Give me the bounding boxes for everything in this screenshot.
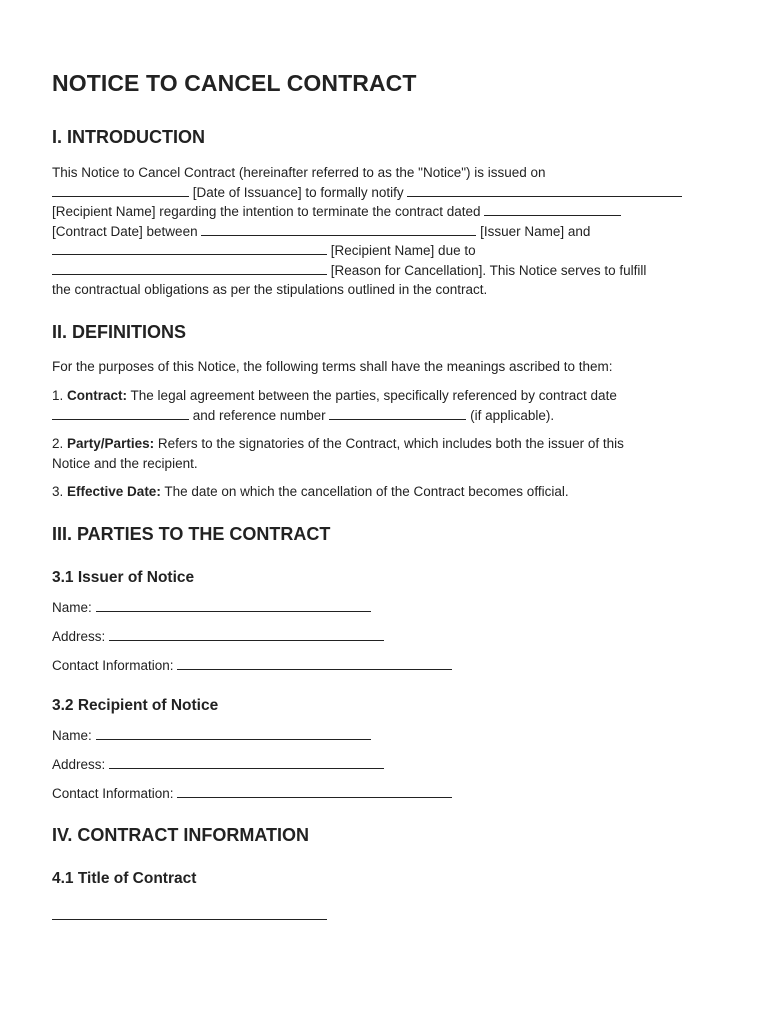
definition-contract-line-1 — [52, 386, 722, 406]
intro-line-7 — [52, 280, 722, 300]
definition-parties-line-1 — [52, 434, 722, 454]
definition-text: The legal agreement between the parties, specifically referenced by contract date — [130, 388, 617, 403]
intro-text-4: [Contract Date] between — [52, 223, 198, 239]
document-title: NOTICE TO CANCEL CONTRACT — [52, 70, 417, 96]
definition-term: Effective Date: — [67, 484, 161, 499]
definition-text: Notice and the recipient. — [52, 455, 198, 471]
issuer-name-row — [52, 598, 722, 617]
definition-text: (if applicable). — [470, 407, 555, 423]
definition-text: The date on which the cancellation of the Contract becomes official. — [164, 484, 569, 499]
intro-text-8: the contractual obligations as per the stipulations outlined in the contract. — [52, 282, 488, 297]
title-of-contract-heading: 4.1 Title of Contract — [52, 869, 197, 887]
address-label: Address: — [52, 628, 106, 644]
recipient-contact-field[interactable] — [177, 784, 452, 798]
section-parties-heading: III. PARTIES TO THE CONTRACT — [52, 523, 331, 544]
intro-text-1: This Notice to Cancel Contract (hereinafter referred to as the "Notice") is issued on — [52, 165, 546, 180]
definition-effective-date-line — [52, 482, 722, 502]
definition-contract-line-2 — [52, 406, 722, 426]
contract-date-blank[interactable] — [484, 202, 621, 216]
definition-term: Party/Parties: — [67, 436, 155, 451]
definition-parties-line-2 — [52, 454, 722, 474]
issuer-address-field[interactable] — [109, 627, 384, 641]
issuer-of-notice-heading: 3.1 Issuer of Notice — [52, 568, 195, 586]
name-label: Name: — [52, 727, 92, 743]
section-definitions-heading: II. DEFINITIONS — [52, 321, 187, 342]
definition-number: 2. — [52, 436, 64, 451]
intro-line-2 — [52, 183, 722, 203]
contract-date-field-blank[interactable] — [52, 406, 189, 420]
intro-line-5 — [52, 241, 722, 261]
contact-label: Contact Information: — [52, 785, 174, 801]
definition-number: 3. — [52, 484, 64, 499]
recipient-of-notice-heading: 3.2 Recipient of Notice — [52, 696, 219, 714]
intro-text-7: [Reason for Cancellation]. This Notice serves to fulfill — [330, 262, 647, 278]
definition-text: and reference number — [192, 407, 326, 423]
title-of-contract-field[interactable] — [52, 906, 327, 920]
reason-for-cancellation-blank[interactable] — [52, 261, 327, 275]
recipient-address-row — [52, 755, 722, 774]
recipient-name-field[interactable] — [96, 726, 371, 740]
issuer-name-blank[interactable] — [201, 222, 476, 236]
intro-line-6 — [52, 261, 722, 281]
recipient-name-row — [52, 726, 722, 745]
issuer-contact-field[interactable] — [177, 656, 452, 670]
document-page — [52, 70, 722, 925]
definition-term: Contract: — [67, 388, 128, 403]
issuer-name-field[interactable] — [96, 598, 371, 612]
definition-number: 1. — [52, 388, 64, 403]
title-of-contract-row — [52, 906, 722, 925]
issuer-address-row — [52, 627, 722, 646]
intro-text-3: [Recipient Name] regarding the intention to terminate the contract dated — [52, 204, 481, 219]
definition-parties — [52, 434, 722, 473]
issuer-contact-row — [52, 656, 722, 675]
intro-text-6: [Recipient Name] due to — [330, 243, 476, 258]
recipient-name-blank-2[interactable] — [52, 241, 327, 255]
intro-text-5: [Issuer Name] and — [480, 223, 591, 239]
section-introduction-heading: I. INTRODUCTION — [52, 127, 205, 147]
recipient-contact-row — [52, 784, 722, 803]
definition-text: Refers to the signatories of the Contract, which includes both the issuer of this — [157, 436, 624, 451]
intro-line-3 — [52, 202, 722, 222]
date-of-issuance-blank[interactable] — [52, 183, 189, 197]
name-label: Name: — [52, 599, 92, 615]
section-contract-information-heading: IV. CONTRACT INFORMATION — [52, 824, 309, 845]
reference-number-blank[interactable] — [329, 406, 466, 420]
intro-text-2: [Date of Issuance] to formally notify — [192, 184, 404, 200]
recipient-address-field[interactable] — [109, 755, 384, 769]
intro-line-1 — [52, 163, 722, 183]
introduction-paragraph — [52, 163, 722, 300]
contact-label: Contact Information: — [52, 657, 174, 673]
intro-line-4 — [52, 222, 722, 242]
definition-effective-date — [52, 482, 722, 502]
definitions-lead: For the purposes of this Notice, the following terms shall have the meanings ascribed to them: — [52, 358, 613, 374]
address-label: Address: — [52, 756, 106, 772]
definition-contract — [52, 386, 722, 425]
recipient-name-blank[interactable] — [407, 183, 682, 197]
